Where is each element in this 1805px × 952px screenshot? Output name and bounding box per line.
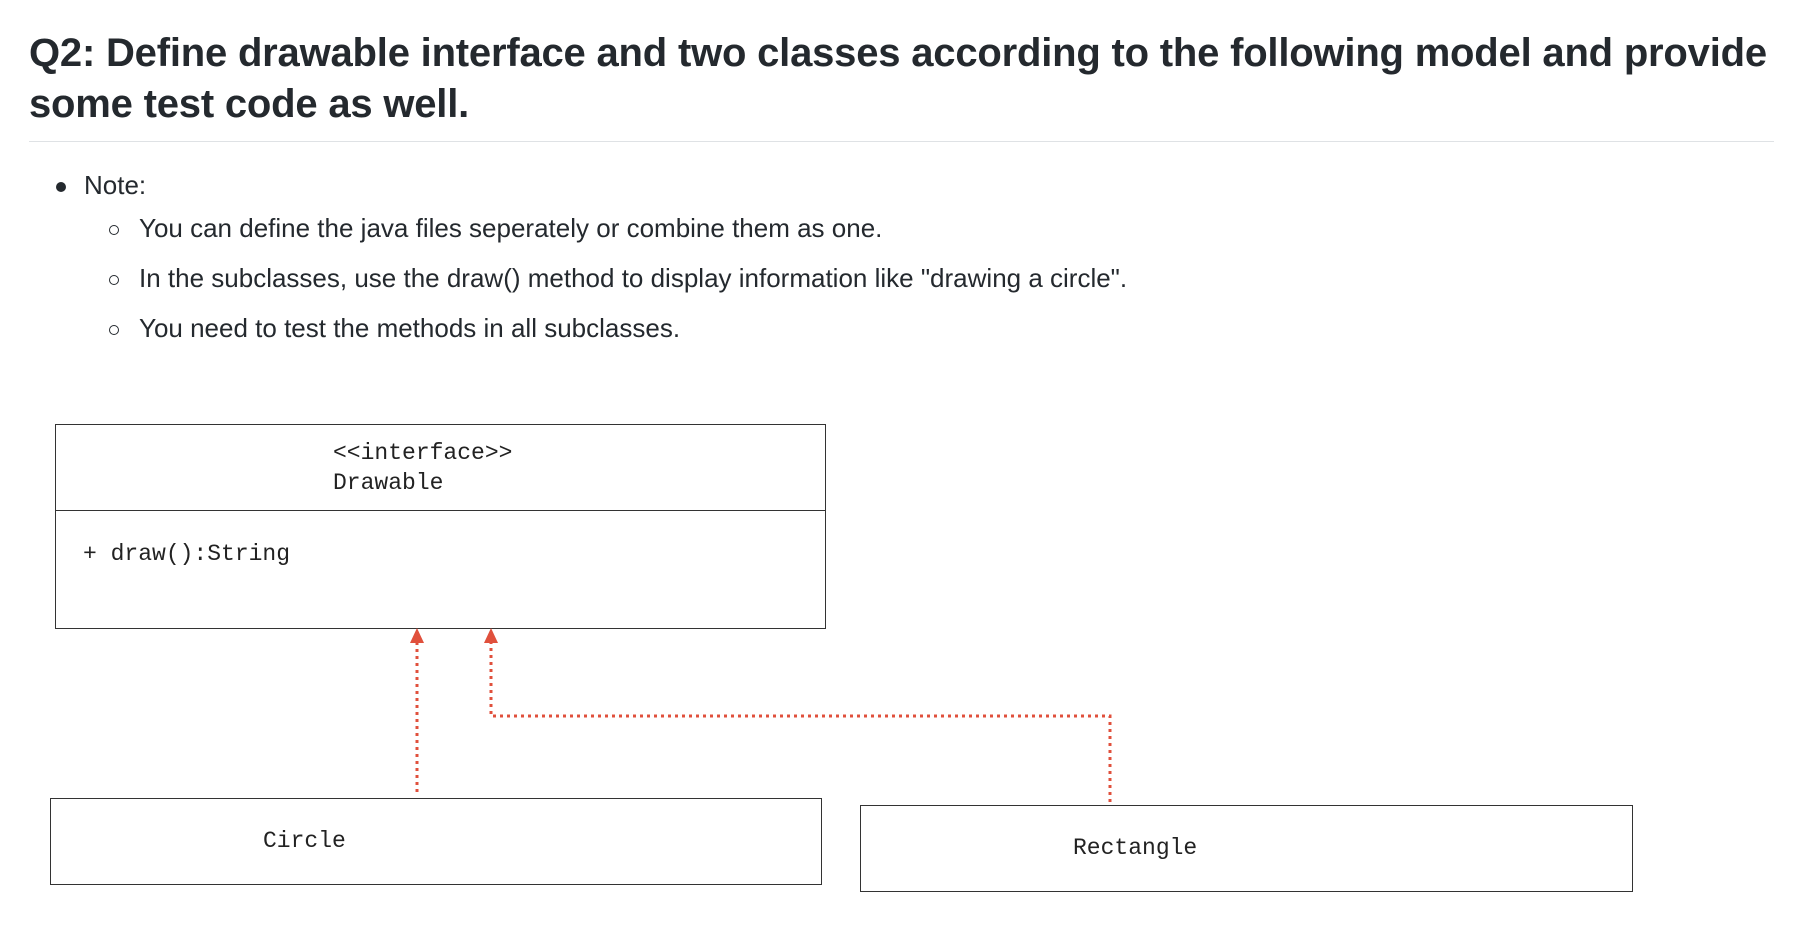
arrowhead-icon xyxy=(484,628,498,643)
note-subitem-text: You can define the java files seperately or combine them as one. xyxy=(139,213,883,243)
circle-class-name: Circle xyxy=(263,828,346,854)
circle-realization-arrow xyxy=(410,628,424,792)
interface-stereotype: <<interface>> xyxy=(333,440,513,466)
question-heading-line-1: Q2: Define drawable interface and two classes according to the following model and provide xyxy=(29,31,1767,75)
note-subitem-text: In the subclasses, use the draw() method to display information like "drawing a circle". xyxy=(139,263,1128,293)
arrowhead-icon xyxy=(410,628,424,643)
note-label: Note: xyxy=(84,170,147,200)
note-subitem-text: You need to test the methods in all subclasses. xyxy=(139,313,681,343)
rectangle-connector-line xyxy=(491,641,1110,802)
question-heading-line-2: some test code as well. xyxy=(29,82,470,126)
interface-method: + draw():String xyxy=(83,541,291,567)
rectangle-class-name: Rectangle xyxy=(1073,835,1198,861)
interface-name: Drawable xyxy=(333,470,444,496)
rectangle-realization-arrow xyxy=(484,628,1110,802)
